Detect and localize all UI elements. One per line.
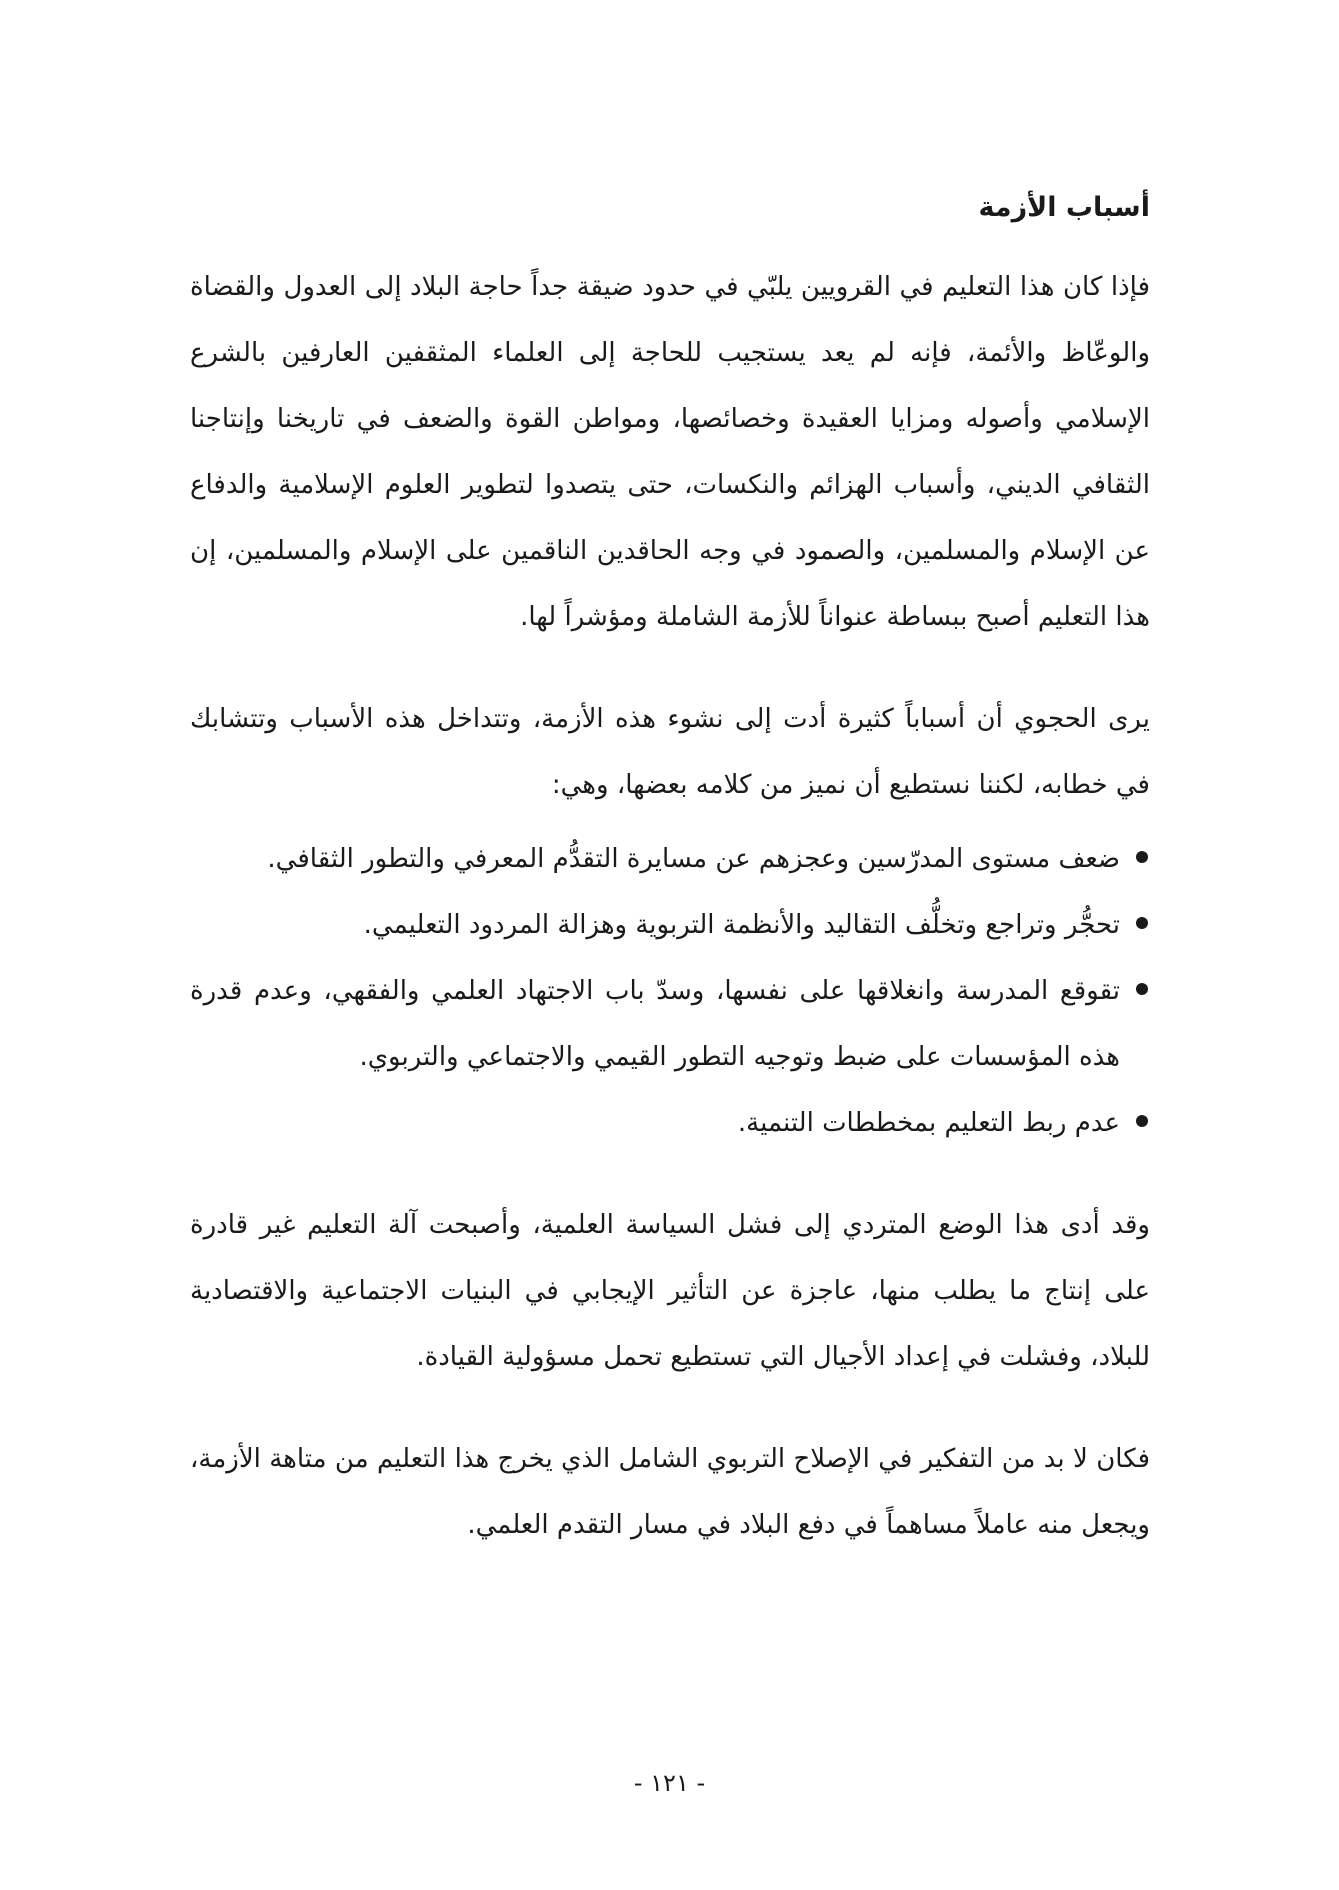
bullet-icon [1136, 983, 1148, 995]
list-item [190, 826, 1150, 892]
paragraph-3: وقد أدى هذا الوضع المتردي إلى فشل السياسة العلمية، وأصبحت آلة التعليم غير قادرة على إنتاج ما يطلب منها، عاجزة عن التأثير الإيجابي في البنيات الاجتماعية والاقتصادية للبلاد، وفشلت في إعداد الأجيال التي تستطيع تحمل مسؤولية القيادة. [190, 1210, 1150, 1372]
bullet-icon [1136, 851, 1148, 863]
page-content [190, 188, 1150, 1594]
causes-list [190, 826, 1150, 1156]
bullet-icon [1136, 917, 1148, 929]
paragraph-4: فكان لا بد من التفكير في الإصلاح التربوي الشامل الذي يخرج هذا التعليم من متاهة الأزمة، ويجعل منه عاملاً مساهماً في دفع البلاد في مسار التقدم العلمي. [190, 1444, 1150, 1540]
section-heading: أسباب الأزمة [978, 192, 1150, 223]
list-item-text: عدم ربط التعليم بمخططات التنمية. [737, 1108, 1120, 1138]
list-item-text: ضعف مستوى المدرّسين وعجزهم عن مسايرة التقدُّم المعرفي والتطور الثقافي. [267, 844, 1120, 874]
paragraph-1: فإذا كان هذا التعليم في القرويين يلبّي في حدود ضيقة جداً حاجة البلاد إلى العدول والقضاة والوعّاظ والأئمة، فإنه لم يعد يستجيب للحاجة إلى العلماء المثقفين العارفين بالشرع الإسلامي وأصوله ومزايا العقيدة وخصائصها، ومواطن القوة والضعف في تاريخنا وإنتاجنا الثقافي الديني، وأسباب الهزائم والنكسات، حتى يتصدوا لتطوير العلوم الإسلامية والدفاع عن الإسلام والمسلمين، والصمود في وجه الحاقدين الناقمين على الإسلام والمسلمين، إن هذا التعليم أصبح ببساطة عنواناً للأزمة الشاملة ومؤشراً لها. [190, 272, 1150, 632]
list-item [190, 1090, 1150, 1156]
list-item [190, 892, 1150, 958]
paragraph-2: يرى الحجوي أن أسباباً كثيرة أدت إلى نشوء هذه الأزمة، وتتداخل هذه الأسباب وتتشابك في خطابه، لكننا نستطيع أن نميز من كلامه بعضها، وهي: [190, 704, 1150, 800]
list-item-text: تحجُّر وتراجع وتخلُّف التقاليد والأنظمة التربوية وهزالة المردود التعليمي. [363, 910, 1120, 940]
page-number: - ١٢١ - [633, 1769, 706, 1797]
bullet-icon [1136, 1115, 1148, 1127]
list-item-text: تقوقع المدرسة وانغلاقها على نفسها، وسدّ باب الاجتهاد العلمي والفقهي، وعدم قدرة هذه المؤسسات على ضبط وتوجيه التطور القيمي والاجتماعي والتربوي. [190, 976, 1120, 1072]
list-item [190, 958, 1150, 1090]
